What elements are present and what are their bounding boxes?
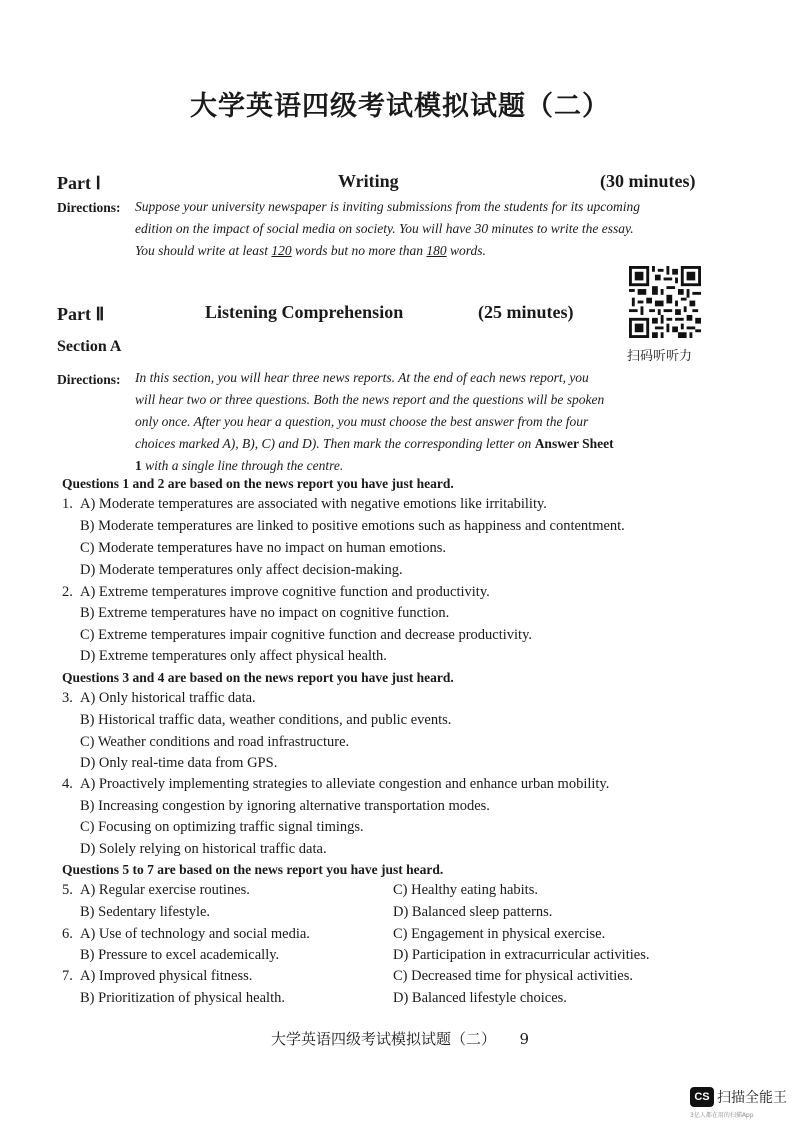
option-item: C) Extreme temperatures impair cognitive function and decrease productivity. [80,627,533,643]
question-number: 6. [62,926,73,942]
part2-directions [135,367,710,477]
part2-time: (25 minutes) [478,302,574,322]
option-item: B) Historical traffic data, weather conditions, and public events. [80,712,452,728]
part2-directions-label: Directions: [57,372,121,387]
option-item: D) Only real-time data from GPS. [80,755,278,771]
option-item: D) Solely relying on historical traffic data. [80,841,327,857]
option-item: C) Engagement in physical exercise. [393,926,606,942]
answer-sheet-label: Answer Sheet [534,436,614,451]
option-item: C) Healthy eating habits. [393,882,538,898]
question-number: 2. [62,584,73,600]
part2-directions-line: only once. After you hear a question, you must choose the best answer from the four [135,414,589,429]
option-item: A) Extreme temperatures improve cognitive function and productivity. [80,584,490,600]
option-item: B) Prioritization of physical health. [80,990,285,1006]
option-item: C) Decreased time for physical activities. [393,968,633,984]
directions-text: You should write at least [135,243,272,258]
option-item: D) Participation in extracurricular activities. [393,947,650,963]
max-words: 180 [426,243,447,258]
option-item: B) Sedentary lifestyle. [80,904,211,920]
question-number: 4. [62,776,73,792]
min-words: 120 [271,243,292,258]
option-item: D) Moderate temperatures only affect decision-making. [80,562,403,578]
page-number: 9 [519,1030,530,1048]
question-number: 3. [62,690,73,706]
option-item: A) Regular exercise routines. [80,882,250,898]
part2-title: Listening Comprehension [205,302,404,322]
part2-directions-line: will hear two or three questions. Both the news report and the questions will be spoken [135,392,605,407]
question-number: 5. [62,882,73,898]
qr-caption: 扫码听听力 [627,349,693,364]
part1-label: Part Ⅰ [57,173,101,193]
option-item: A) Moderate temperatures are associated with negative emotions like irritability. [80,496,547,512]
option-item: C) Weather conditions and road infrastructure. [80,734,350,750]
part2-label: Part Ⅱ [57,304,105,324]
option-item: B) Extreme temperatures have no impact on cognitive function. [80,605,450,621]
footer-title: 大学英语四级考试模拟试题（二） [270,1030,496,1048]
question-number: 1. [62,496,73,512]
part2-directions-line [135,455,710,477]
directions-text: words. [446,243,486,258]
answer-sheet-number: 1 [135,458,142,473]
qr-code-icon[interactable] [629,266,701,338]
option-item: A) Use of technology and social media. [80,926,310,942]
camscanner-logo: CS [690,1087,714,1107]
part2-directions-line: In this section, you will hear three news reports. At the end of each news report, you [135,370,589,385]
option-item: A) Improved physical fitness. [80,968,253,984]
option-item: A) Only historical traffic data. [80,690,256,706]
question-group-header: Questions 5 to 7 are based on the news report you have just heard. [62,862,444,877]
part1-directions [135,196,710,262]
camscanner-name: 扫描全能王 [717,1090,787,1106]
directions-text: words but no more than [291,243,427,258]
question-number: 7. [62,968,73,984]
part1-directions-line: edition on the impact of social media on society. You will have 30 minutes to write the essay. [135,221,634,236]
camscanner-tagline: 3亿人都在用的扫描App [690,1112,754,1119]
section-a-label: Section A [57,338,122,355]
option-item: C) Focusing on optimizing traffic signal timings. [80,819,364,835]
part1-directions-line [135,240,710,262]
question-group-header: Questions 1 and 2 are based on the news report you have just heard. [62,476,454,491]
part1-title: Writing [338,171,399,191]
part1-directions-label: Directions: [57,200,121,215]
option-item: B) Increasing congestion by ignoring alternative transportation modes. [80,798,490,814]
option-item: C) Moderate temperatures have no impact on human emotions. [80,540,447,556]
option-item: D) Balanced lifestyle choices. [393,990,567,1006]
option-item: B) Moderate temperatures are linked to positive emotions such as happiness and contentment. [80,518,625,534]
part2-directions-line [135,433,710,455]
option-item: D) Balanced sleep patterns. [393,904,553,920]
page-title: 大学英语四级考试模拟试题（二） [190,91,610,122]
question-group-header: Questions 3 and 4 are based on the news report you have just heard. [62,670,454,685]
option-item: D) Extreme temperatures only affect physical health. [80,648,387,664]
option-item: B) Pressure to excel academically. [80,947,280,963]
directions-text: choices marked A), B), C) and D). Then mark the corresponding letter on [135,436,535,451]
directions-text: with a single line through the centre. [141,458,344,473]
part1-time: (30 minutes) [600,171,696,191]
part1-directions-line: Suppose your university newspaper is inviting submissions from the students for its upcoming [135,199,640,214]
page-footer [0,1028,800,1049]
option-item: A) Proactively implementing strategies to alleviate congestion and enhance urban mobility. [80,776,610,792]
